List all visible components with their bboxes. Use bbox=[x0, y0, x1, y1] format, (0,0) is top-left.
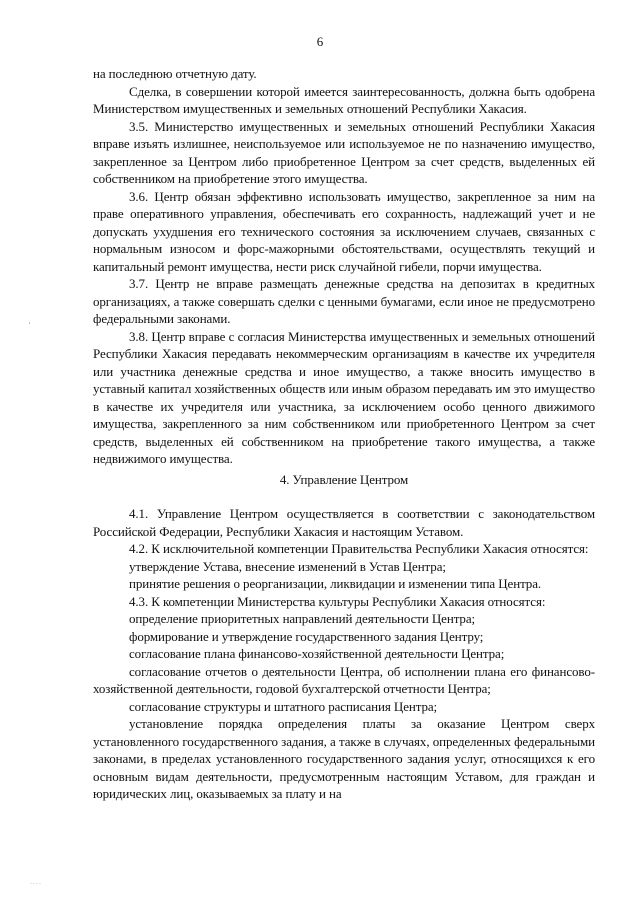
list-item: согласование отчетов о деятельности Центра, об исполнении плана его финансово-хозяйственной деятельности, годовой бухгалтерской отчетности Центра; bbox=[93, 663, 595, 696]
paragraph-3-5: 3.5. Министерство имущественных и земельных отношений Республики Хакасия вправе изъять излишнее, неиспользуемое или используемое не по назначению имущество, закрепленное за Центром либо приобретенное Центром за счет средств, выделенных ей собственником на приобретение этого имущества. bbox=[93, 118, 595, 186]
list-item: установление порядка определения платы за оказание Центром сверх установленного государственного задания, а также в случаях, определенных федеральными законами, в пределах установленного государственного задания услуг, относящихся к его основным видам деятельности, предусмотренным настоящим Уставом, для граждан и юридических лиц, оказываемых за плату и на bbox=[93, 716, 595, 801]
page-number: 6 bbox=[316, 34, 324, 49]
list-item: согласование плана финансово-хозяйственной деятельности Центра; bbox=[129, 646, 505, 661]
list-item: принятие решения о реорганизации, ликвидации и изменении типа Центра. bbox=[129, 576, 542, 591]
paragraph-3-7: 3.7. Центр не вправе размещать денежные средства на депозитах в кредитных организациях, а также совершать сделки с ценными бумагами, если иное не предусмотрено федеральными законами. bbox=[93, 276, 595, 326]
list-item: согласование структуры и штатного расписания Центра; bbox=[129, 698, 438, 714]
paragraph-continuation: на последнюю отчетную дату. bbox=[93, 66, 257, 81]
list-item: определение приоритетных направлений деятельности Центра; bbox=[129, 611, 476, 626]
paragraph: Сделка, в совершении которой имеется заинтересованность, должна быть одобрена Министерством имущественных и земельных отношений Республики Хакасия. bbox=[93, 83, 595, 116]
section-heading: 4. Управление Центром bbox=[279, 471, 409, 487]
paragraph-4-1: 4.1. Управление Центром осуществляется в соответствии с законодательством Российской Федерации, Республики Хакасия и настоящим Уставом. bbox=[93, 506, 595, 539]
paragraph-3-8: 3.8. Центр вправе с согласия Министерства имущественных и земельных отношений Республики Хакасия передавать некоммерческим организациям в качестве их учредителя или участника денежные средства и иное имущество, а также вносить имущество в уставный капитал хозяйственных обществ или иным образом передавать им это имущество в качестве их учредителя или участника, за исключением особо ценного движимого имущества, закрепленного за ним собственником или приобретенного Центром за счет средств, выделенных ей собственником на приобретение такого имущества, а также недвижимого имущества. bbox=[93, 328, 595, 466]
margin-mark: · bbox=[28, 318, 31, 328]
paragraph-3-6: 3.6. Центр обязан эффективно использовать имущество, закрепленное за ним на праве оперативного управления, обеспечивать его сохранность, надлежащий учет и не допускать ухудшения его технического состояния за исключением случаев, связанных с нормальным износом и форс-мажорными обстоятельствами, осуществлять текущий и капитальный ремонт имущества, нести риск случайной гибели, порчи имущества. bbox=[93, 188, 595, 274]
document-body bbox=[93, 65, 595, 803]
paragraph-4-2: 4.2. К исключительной компетенции Правительства Республики Хакасия относятся: bbox=[129, 541, 589, 556]
paragraph-4-3: 4.3. К компетенции Министерства культуры Республики Хакасия относятся: bbox=[129, 593, 546, 609]
list-item: утверждение Устава, внесение изменений в Устав Центра; bbox=[129, 558, 446, 574]
list-item: формирование и утверждение государственного задания Центру; bbox=[129, 628, 484, 644]
footer-mark: .... bbox=[30, 877, 42, 886]
